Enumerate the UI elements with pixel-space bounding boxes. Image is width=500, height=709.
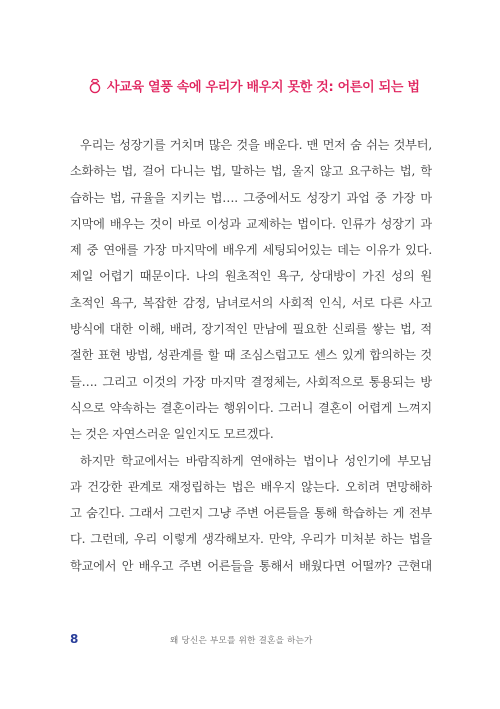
text-line: 과 건강한 관계로 재정립하는 법은 배우지 않는다. 오히려 면망해하 (70, 479, 432, 494)
page-number: 8 (70, 632, 79, 646)
text-line: 다. 그런데, 우리 이렇게 생각해보자. 만약, 우리가 미처분 하는 법을 (70, 532, 432, 547)
text-line: 절한 표현 방법, 성관계를 할 때 조심스럽고도 센스 있게 합의하는 것 (70, 348, 432, 363)
running-title: 왜 당신은 부모를 위한 결혼을 하는가 (170, 636, 313, 646)
text-line: 습하는 법, 규율을 지키는 법…. 그중에서도 성장기 과업 중 가장 마 (70, 190, 432, 205)
page-footer (70, 632, 432, 648)
text-line: 는 것은 자연스러운 일인지도 모르겠다. (70, 427, 274, 442)
text-line: 고 숨긴다. 그래서 그런지 그냥 주변 어른들을 통해 학습하는 게 전부 (70, 506, 432, 521)
text-line: 초적인 욕구, 복잡한 감정, 남녀로서의 사회적 인식, 서로 다른 사고 (70, 295, 432, 310)
text-line: 하지만 학교에서는 바람직하게 연애하는 법이나 성인기에 부모님 (80, 453, 432, 468)
text-line: 소화하는 법, 걸어 다니는 법, 말하는 법, 울지 않고 요구하는 법, 학 (70, 164, 432, 179)
text-line: 방식에 대한 이해, 배려, 장기적인 만남에 필요한 신뢰를 쌓는 법, 적 (70, 322, 432, 337)
ring-icon (88, 78, 102, 94)
text-line: 우리는 성장기를 거치며 많은 것을 배운다. 맨 먼저 숨 쉬는 것부터, (80, 138, 432, 152)
section-heading (88, 76, 420, 95)
text-line: 식으로 약속하는 결혼이라는 행위이다. 그러니 결혼이 어렵게 느껴지 (70, 400, 432, 415)
text-line: 지막에 배우는 것이 바로 이성과 교제하는 법이다. 인류가 성장기 과 (70, 216, 432, 231)
body-text (70, 132, 432, 579)
text-line: 들…. 그리고 이것의 가장 마지막 결정체는, 사회적으로 통용되는 방 (70, 374, 432, 389)
text-line: 제일 어렵기 때문이다. 나의 원초적인 욕구, 상대방이 가진 성의 원 (70, 269, 432, 284)
text-line: 학교에서 안 배우고 주변 어른들을 통해서 배웠다면 어떨까? 근현대 (70, 558, 432, 573)
section-heading-text: 사교육 열풍 속에 우리가 배우지 못한 것: 어른이 되는 법 (107, 80, 420, 95)
text-line: 제 중 연애를 가장 마지막에 배우게 세팅되어있는 데는 이유가 있다. (70, 243, 432, 258)
